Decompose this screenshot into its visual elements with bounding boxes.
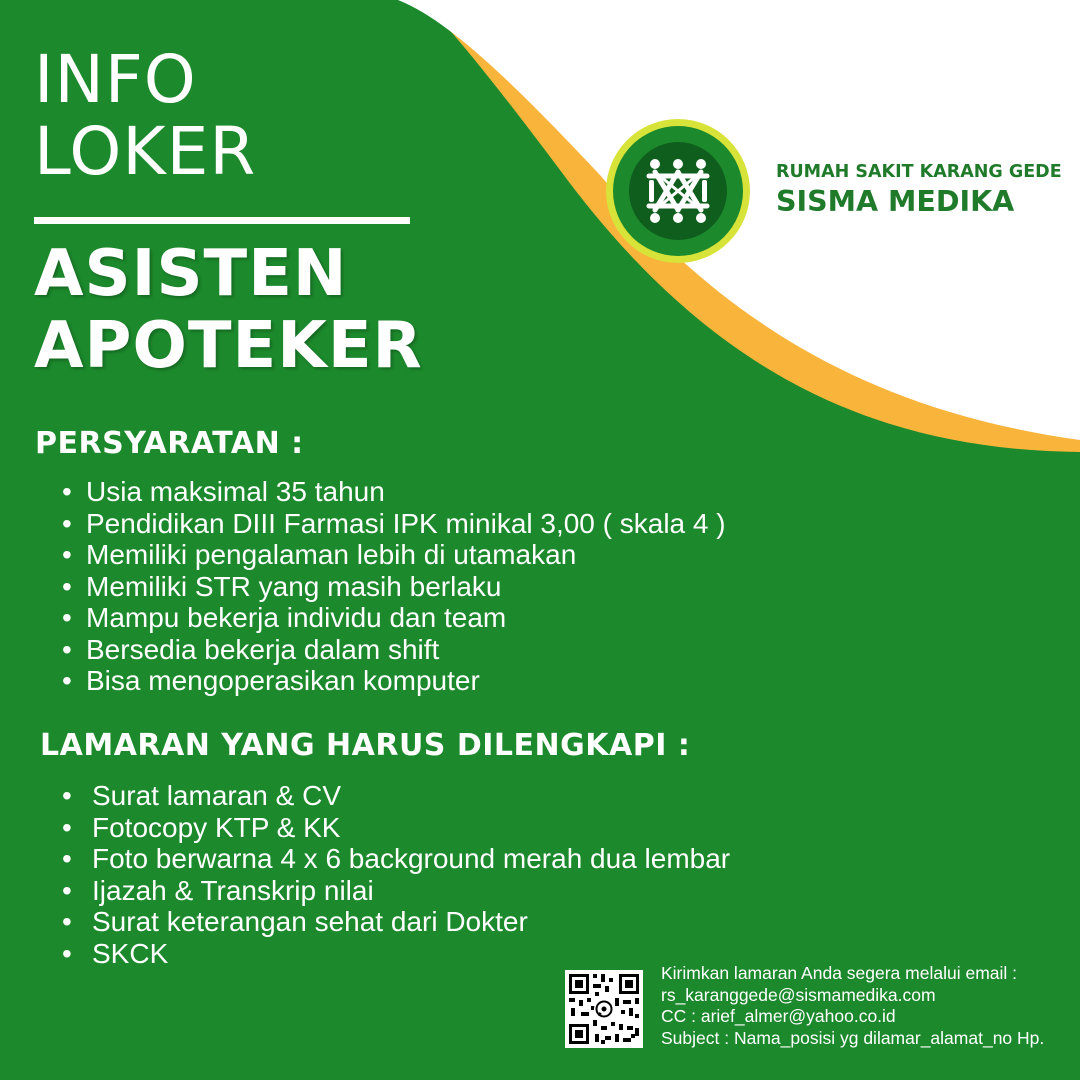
document-item: • Surat keterangan sehat dari Dokter <box>62 906 730 938</box>
contact-email-link[interactable]: rs_karanggede@sismamedika.com <box>661 984 936 1005</box>
document-item: • Ijazah & Transkrip nilai <box>62 875 730 907</box>
documents-list <box>62 780 730 969</box>
contact-instruction: Kirimkan lamaran Anda segera melalui email : <box>661 963 1017 983</box>
hospital-name-line1: RUMAH SAKIT KARANG GEDE <box>776 162 1062 182</box>
job-position-title <box>34 238 423 382</box>
people-network-logo-icon <box>605 118 751 264</box>
title-divider <box>34 217 410 224</box>
contact-info <box>661 963 1044 1049</box>
document-item: • SKCK <box>62 938 730 970</box>
requirement-item: • Bersedia bekerja dalam shift <box>62 634 726 666</box>
requirement-item: • Memiliki STR yang masih berlaku <box>62 571 726 603</box>
whatsapp-qr-code-icon[interactable] <box>565 970 643 1048</box>
requirement-item: • Memiliki pengalaman lebih di utamakan <box>62 539 726 571</box>
job-line2: APOTEKER <box>34 309 423 383</box>
documents-heading: LAMARAN YANG HARUS DILENGKAPI : <box>40 728 691 763</box>
requirement-item: • Usia maksimal 35 tahun <box>62 476 726 508</box>
hospital-name <box>776 161 1062 219</box>
requirements-heading: PERSYARATAN : <box>35 426 304 461</box>
contact-subject-format: Subject : Nama_posisi yg dilamar_alamat_no Hp. <box>661 1027 1045 1048</box>
requirement-item: • Mampu bekerja individu dan team <box>62 602 726 634</box>
info-line1: INFO <box>34 41 197 118</box>
requirements-list <box>62 476 726 697</box>
contact-cc-email[interactable]: CC : arief_almer@yahoo.co.id <box>661 1006 896 1026</box>
info-loker-title <box>34 41 257 190</box>
requirement-item: • Pendidikan DIII Farmasi IPK minikal 3,00 ( skala 4 ) <box>62 508 726 540</box>
document-item: • Foto berwarna 4 x 6 background merah dua lembar <box>62 843 730 875</box>
document-item: • Fotocopy KTP & KK <box>62 812 730 844</box>
requirement-item: • Bisa mengoperasikan komputer <box>62 665 726 697</box>
job-line1: ASISTEN <box>34 237 348 311</box>
info-line2: LOKER <box>34 113 257 190</box>
hospital-name-line2: SISMA MEDIKA <box>776 185 1015 218</box>
document-item: • Surat lamaran & CV <box>62 780 730 812</box>
